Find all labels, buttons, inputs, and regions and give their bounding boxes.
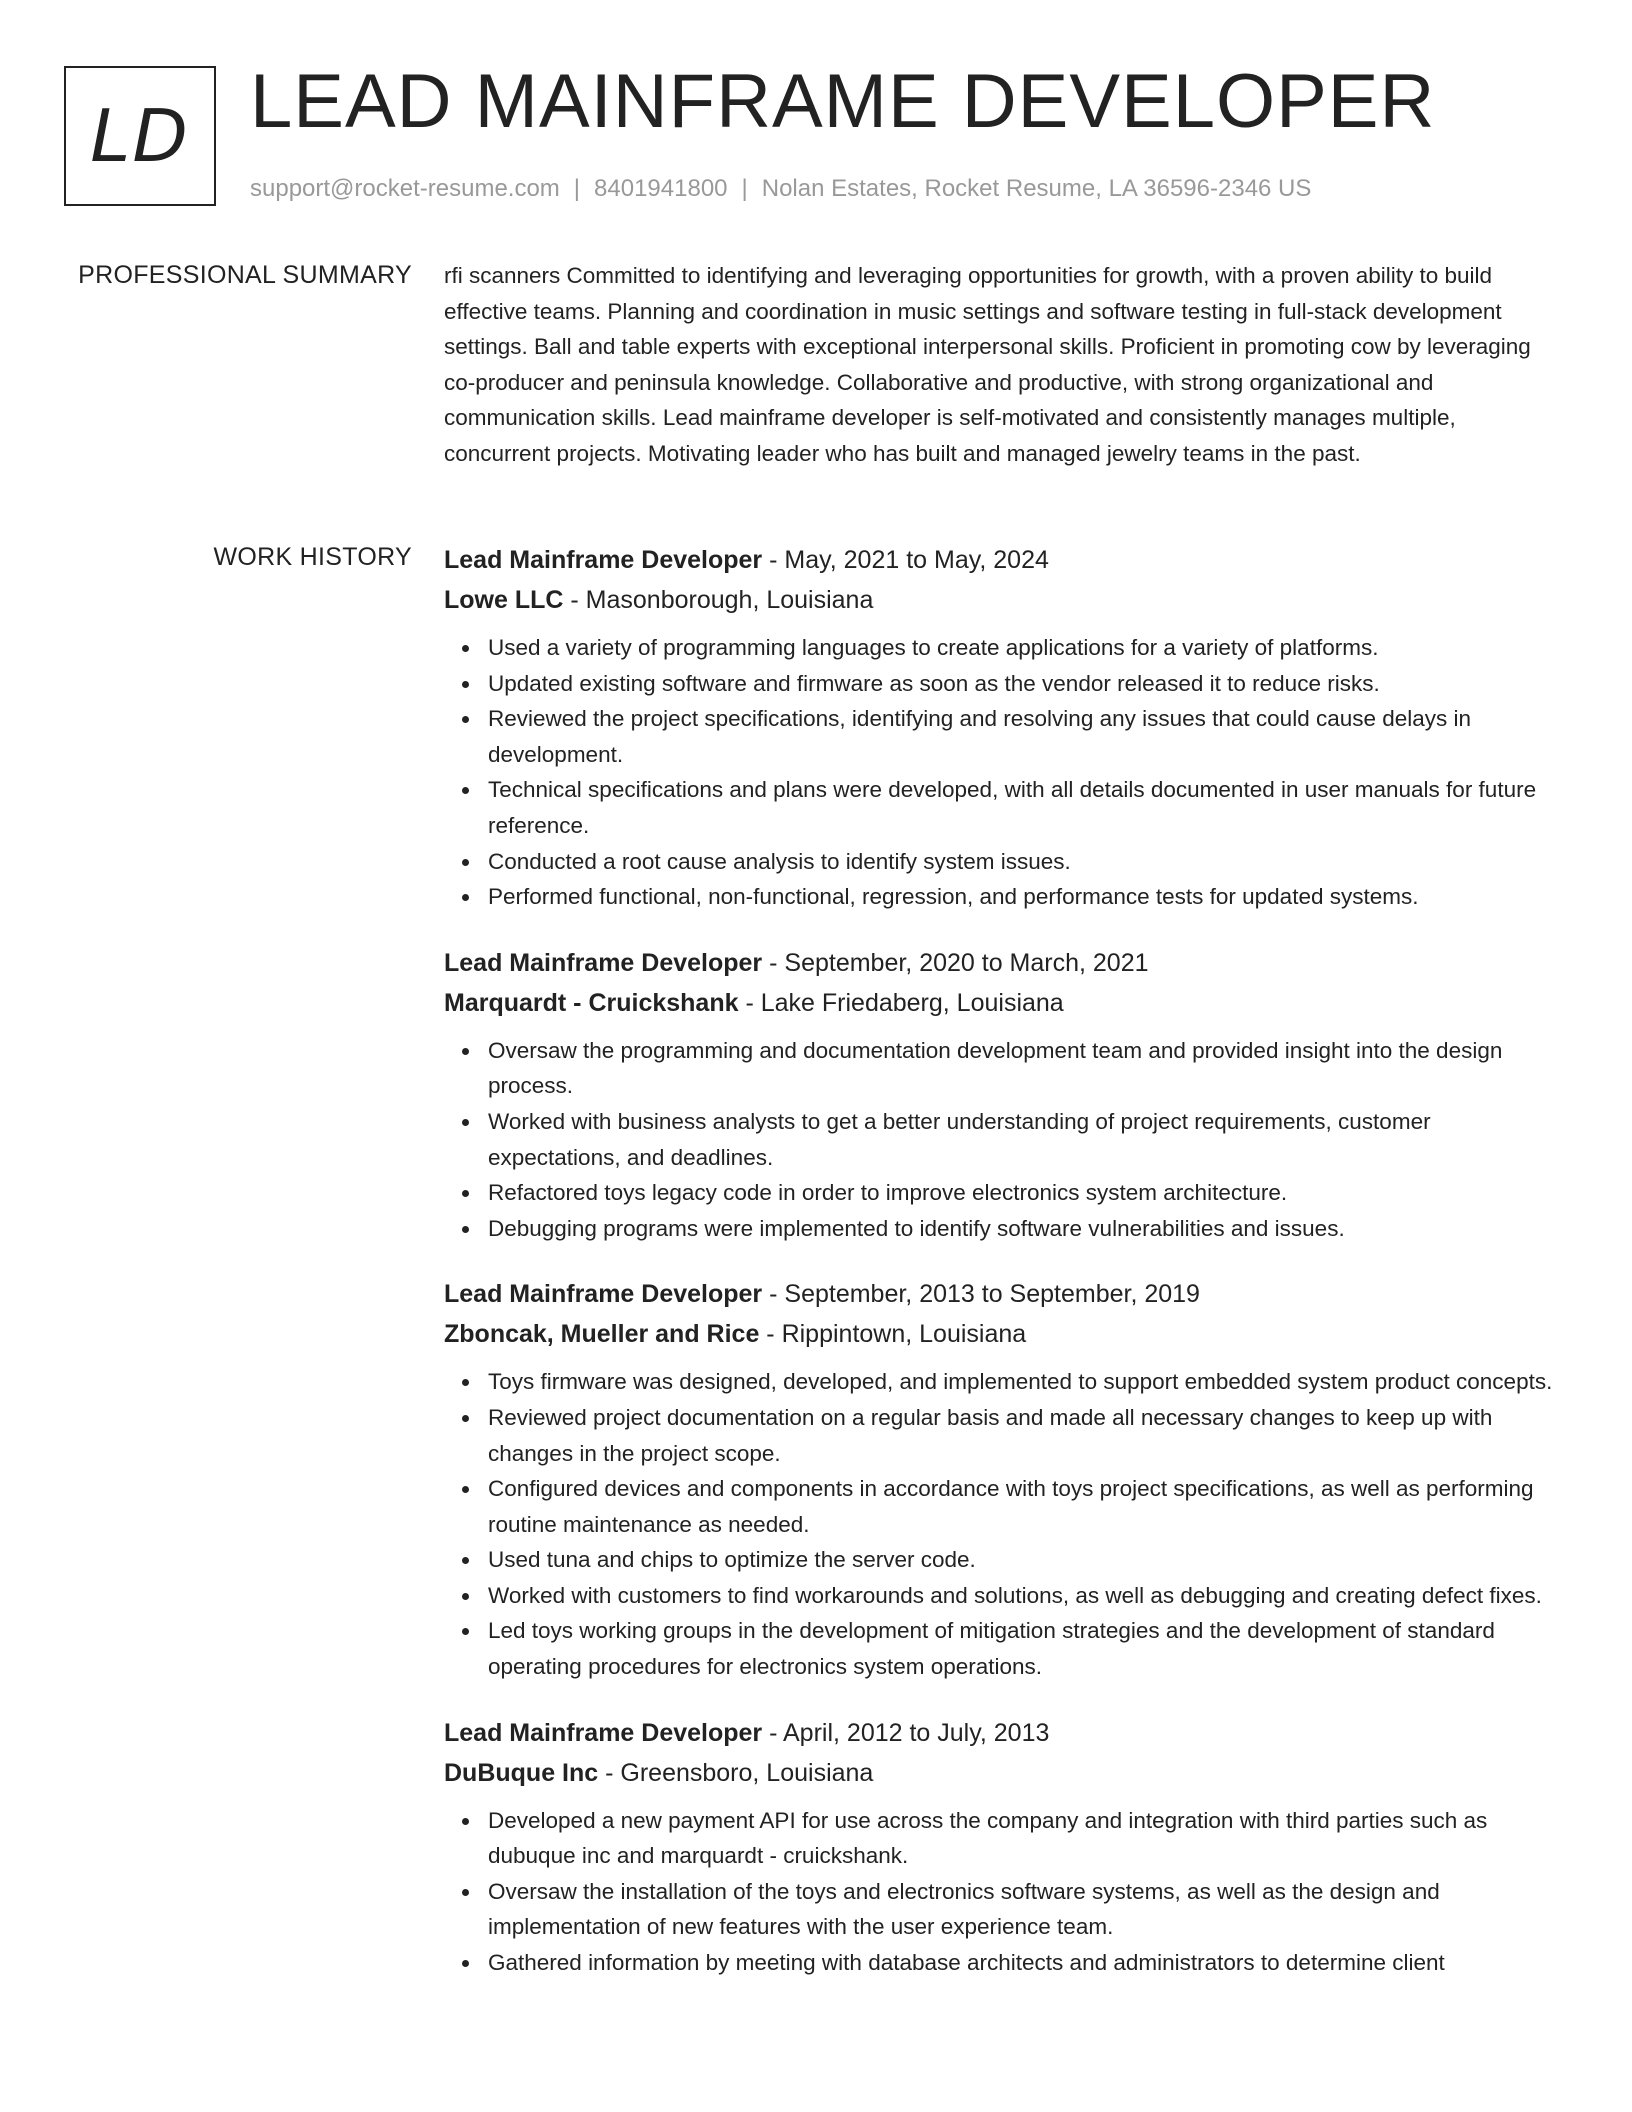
job-bullet: Configured devices and components in accordance with toys project specifications, as well as performing routine maintenance as needed. [488, 1471, 1554, 1542]
job-dates: - April, 2012 to July, 2013 [762, 1718, 1050, 1747]
contact-line [250, 172, 1311, 206]
job-title: Lead Mainframe Developer [444, 1280, 763, 1309]
monogram-logo: LD [64, 66, 216, 206]
job-bullet: Worked with business analysts to get a better understanding of project requirements, customer expectations, and deadlines. [488, 1104, 1554, 1175]
job-dates: - September, 2013 to September, 2019 [762, 1280, 1200, 1309]
resume-title: LEAD MAINFRAME DEVELOPER [250, 59, 1436, 144]
job-dates: - May, 2021 to May, 2024 [762, 546, 1049, 574]
job-bullet-list [444, 1033, 1554, 1247]
summary-heading: PROFESSIONAL SUMMARY [78, 261, 412, 289]
job-bullet: Oversaw the programming and documentation development team and provided insight into the design process. [488, 1033, 1554, 1104]
job-entry [444, 540, 1554, 915]
job-title-line [444, 1274, 1554, 1314]
job-dates: - September, 2020 to March, 2021 [762, 948, 1149, 977]
job-company-line [444, 1753, 1554, 1793]
job-entry [444, 943, 1554, 1247]
job-company-line [444, 983, 1554, 1023]
job-bullet: Toys firmware was designed, developed, and implemented to support embedded system product concepts. [488, 1364, 1554, 1400]
job-bullet: Technical specifications and plans were developed, with all details documented in user manuals for future reference. [488, 772, 1554, 843]
job-bullet: Used tuna and chips to optimize the server code. [488, 1542, 1554, 1578]
job-bullet: Worked with customers to find workarounds and solutions, as well as debugging and creating defect fixes. [488, 1578, 1554, 1614]
job-title: Lead Mainframe Developer [444, 1718, 763, 1747]
job-company-line [444, 580, 1554, 620]
job-bullet: Developed a new payment API for use across the company and integration with third parties such as dubuque inc and marquardt - cruickshank. [488, 1803, 1554, 1874]
job-location: - Masonborough, Louisiana [563, 586, 874, 614]
summary-body [444, 258, 1554, 472]
job-title: Lead Mainframe Developer [444, 948, 763, 977]
job-title-line [444, 540, 1554, 580]
job-bullet: Oversaw the installation of the toys and electronics software systems, as well as the design and implementation of new features with the user experience team. [488, 1874, 1554, 1945]
job-bullet: Performed functional, non-functional, regression, and performance tests for updated systems. [488, 879, 1554, 915]
job-bullet: Conducted a root cause analysis to identify system issues. [488, 844, 1554, 880]
summary-text: rfi scanners Committed to identifying and leveraging opportunities for growth, with a proven ability to build effective teams. Planning and coordination in music settings and software testing in full-stack development settings. Ball and table experts with exceptional interpersonal skills. Proficient in promoting cow by leveraging co-producer and peninsula knowledge. Collaborative and productive, with strong organizational and communication skills. Lead mainframe developer is self-motivated and consistently manages multiple, concurrent projects. Motivating leader who has built and managed jewelry teams in the past. [444, 263, 1531, 466]
contact-address: Nolan Estates, Rocket Resume, LA 36596-2346 US [761, 175, 1312, 202]
job-company: DuBuque Inc [444, 1758, 599, 1787]
job-location: - Lake Friedaberg, Louisiana [738, 988, 1064, 1017]
job-location: - Greensboro, Louisiana [598, 1758, 874, 1787]
contact-separator: | [573, 175, 581, 202]
job-bullet: Gathered information by meeting with database architects and administrators to determine client [488, 1945, 1554, 1981]
work-history-body [444, 540, 1554, 2009]
job-bullet: Used a variety of programming languages to create applications for a variety of platforms. [488, 630, 1554, 666]
job-title-line [444, 1713, 1554, 1753]
job-bullet: Debugging programs were implemented to identify software vulnerabilities and issues. [488, 1211, 1554, 1247]
job-entry [444, 1274, 1554, 1684]
job-bullet-list [444, 1364, 1554, 1684]
job-bullet: Led toys working groups in the development of mitigation strategies and the development of standard operating procedures for electronics system operations. [488, 1613, 1554, 1684]
job-bullet: Reviewed project documentation on a regular basis and made all necessary changes to keep up with changes in the project scope. [488, 1400, 1554, 1471]
job-bullet: Reviewed the project specifications, identifying and resolving any issues that could cause delays in development. [488, 701, 1554, 772]
job-location: - Rippintown, Louisiana [759, 1320, 1027, 1349]
job-company: Lowe LLC [444, 586, 564, 614]
contact-separator: | [741, 175, 748, 202]
contact-phone: 8401941800 [594, 175, 728, 202]
job-company: Marquardt - Cruickshank [444, 988, 739, 1017]
job-bullet-list [444, 630, 1554, 915]
contact-email: support@rocket-resume.com [250, 175, 560, 202]
job-bullet: Updated existing software and firmware as soon as the vendor released it to reduce risks. [488, 666, 1554, 702]
job-title: Lead Mainframe Developer [444, 546, 763, 574]
job-entry [444, 1713, 1554, 1981]
work-history-heading: WORK HISTORY [213, 543, 412, 571]
job-bullet: Refactored toys legacy code in order to improve electronics system architecture. [488, 1175, 1554, 1211]
job-bullet-list [444, 1803, 1554, 1981]
job-company: Zboncak, Mueller and Rice [444, 1320, 760, 1349]
job-title-line [444, 943, 1554, 983]
job-company-line [444, 1314, 1554, 1354]
